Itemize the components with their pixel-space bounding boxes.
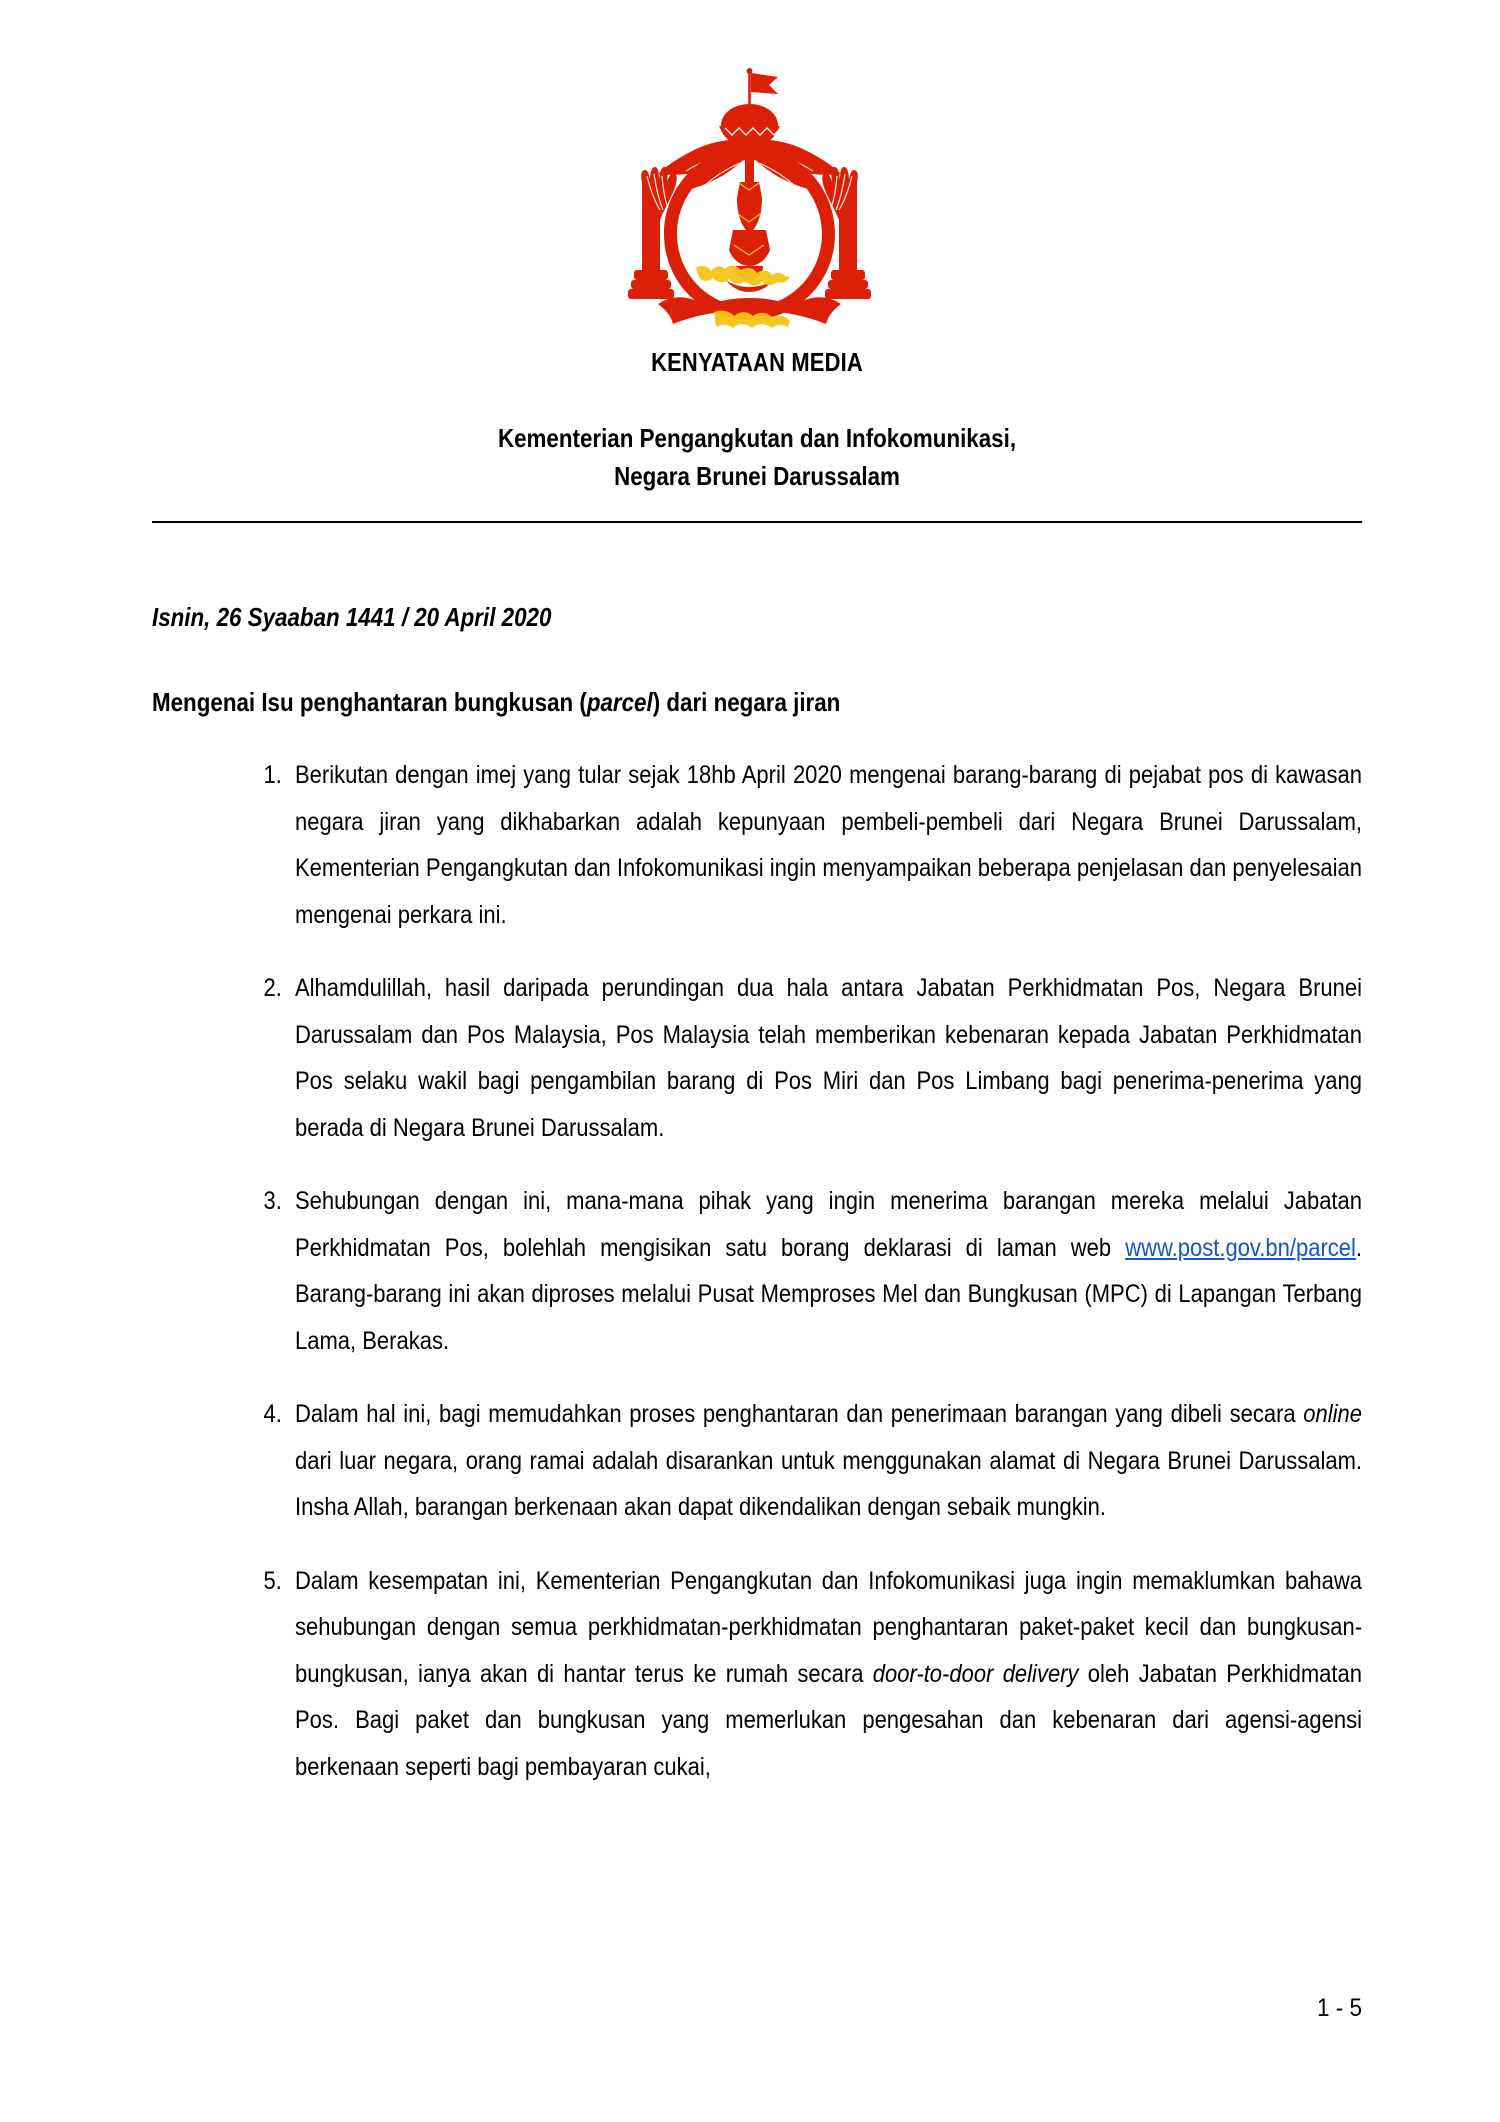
subject-text [152, 687, 840, 718]
paragraph-text-part-1: Sehubungan dengan ini, mana-mana pihak yang ingin menerima barangan mereka melalui Jabatan Perkhidmatan Pos, bolehlah mengisikan satu borang deklarasi di laman web [295, 1187, 1363, 1262]
list-item-text [295, 1178, 1362, 1364]
subject-line [152, 687, 1362, 718]
list-item-text: Alhamdulillah, hasil daripada perundingan dua hala antara Jabatan Perkhidmatan Pos, Negara Brunei Darussalam dan Pos Malaysia, Pos Malaysia telah memberikan kebenaran kepada Jabatan Perkhidmatan Pos selaku wakil bagi pengambilan barang di Pos Miri dan Pos Limbang bagi penerima-penerima yang berada di Negara Brunei Darussalam. [295, 974, 1363, 1142]
paragraph-text-part-2: oleh Jabatan Perkhidmatan Pos. Bagi paket dan bungkusan yang memerlukan pengesahan dan kebenaran dari agensi-agensi berkenaan seperti bagi pembayaran cukai, [295, 1659, 1363, 1781]
paragraph-text-part-2: . Barang-barang ini akan diproses melalui Pusat Memproses Mel dan Bungkusan (MPC) di Lapangan Terbang Lama, Berakas. [295, 1233, 1363, 1355]
list-item-text [295, 1391, 1362, 1531]
brunei-national-emblem [0, 54, 1500, 339]
list-item-number: 4. [263, 1400, 282, 1428]
list-item [152, 1558, 1362, 1791]
paragraph-text-part-2: dari luar negara, orang ramai adalah disarankan untuk menggunakan alamat di Negara Brunei Darussalam. Insha Allah, barangan berkenaan akan dapat dikendalikan dengan sebaik mungkin. [295, 1446, 1363, 1521]
list-item [152, 752, 1362, 938]
list-item-text [295, 1558, 1362, 1791]
page-number-footer [0, 1994, 1362, 2023]
ministry-line-2: Negara Brunei Darussalam [614, 460, 900, 491]
date-line [152, 602, 1362, 633]
subject-prefix: Mengenai Isu penghantaran bungkusan ( [152, 687, 587, 717]
list-item-number: 5. [263, 1566, 282, 1595]
paragraph-text-part-1: Dalam kesempatan ini, Kementerian Pengangkutan dan Infokomunikasi juga ingin memaklumkan bahawa sehubungan dengan semua perkhidmatan-perkhidmatan penghantaran paket-paket kecil dan bungkusan-bungkusan, ianya akan di hantar terus ke rumah secara [295, 1566, 1363, 1688]
list-item [152, 965, 1362, 1151]
document-header [152, 348, 1362, 495]
brunei-national-emblem-icon [590, 54, 910, 334]
list-item [152, 1391, 1362, 1531]
page-title: KENYATAAN MEDIA [651, 349, 863, 377]
paragraph-text-part-1: Dalam hal ini, bagi memudahkan proses penghantaran dan penerimaan barangan yang dibeli secara [295, 1400, 1304, 1428]
list-item-number: 2. [263, 974, 282, 1002]
ministry-name [152, 420, 1362, 495]
list-item-number: 3. [263, 1187, 282, 1215]
subject-italic-term: parcel [586, 687, 653, 717]
paragraph-italic-term: online [1303, 1400, 1363, 1428]
subject-suffix: ) dari negara jiran [652, 687, 841, 717]
post-parcel-link[interactable]: www.post.gov.bn/parcel [1125, 1233, 1356, 1262]
header-divider [152, 521, 1362, 523]
numbered-paragraph-list [152, 752, 1362, 1817]
page-number-text: 1 - 5 [1316, 1994, 1362, 2022]
list-item [152, 1178, 1362, 1364]
list-item-text: Berikutan dengan imej yang tular sejak 18hb April 2020 mengenai barang-barang di pejabat pos di kawasan negara jiran yang dikhabarkan adalah kepunyaan pembeli-pembeli dari Negara Brunei Darussalam, Kementerian Pengangkutan dan Infokomunikasi ingin menyampaikan beberapa penjelasan dan penyelesaian mengenai perkara ini. [295, 761, 1363, 929]
list-item-number: 1. [263, 761, 282, 789]
date-text: Isnin, 26 Syaaban 1441 / 20 April 2020 [152, 602, 552, 632]
ministry-line-1: Kementerian Pengangkutan dan Infokomunikasi, [497, 422, 1017, 453]
paragraph-italic-term: door-to-door delivery [872, 1659, 1079, 1688]
